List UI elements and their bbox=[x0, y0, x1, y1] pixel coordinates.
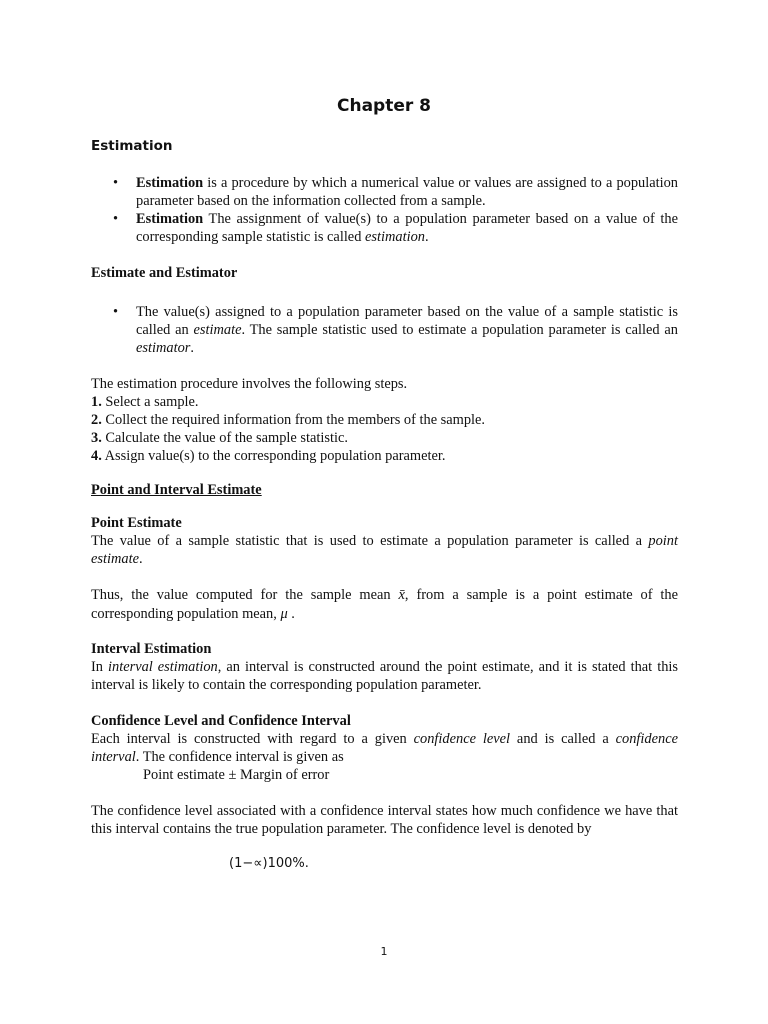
procedure-step bbox=[91, 429, 678, 447]
interval-estimation-section bbox=[91, 640, 678, 694]
bullet-item bbox=[91, 303, 678, 357]
paragraph-emphasis: point estimate bbox=[91, 533, 678, 567]
bullet-term: Estimation bbox=[136, 211, 204, 227]
paragraph-emphasis: interval estimation bbox=[108, 659, 218, 675]
step-text: Collect the required information from the members of the sample. bbox=[101, 412, 486, 428]
section-heading-estimation: Estimation bbox=[91, 138, 173, 154]
point-interval-heading bbox=[91, 481, 678, 499]
paragraph-text: In bbox=[91, 659, 109, 675]
paragraph-end: . bbox=[287, 606, 295, 622]
bullet-end: . bbox=[190, 340, 194, 356]
paragraph-text: , from a sample is a point estimate of the corresponding population mean, bbox=[91, 587, 679, 622]
bullet-term: Estimation bbox=[136, 175, 204, 191]
bullet-end: . bbox=[424, 229, 429, 245]
point-estimate-heading: Point Estimate bbox=[91, 515, 182, 531]
bullet-item bbox=[91, 174, 678, 210]
bullet-item bbox=[91, 210, 678, 246]
paragraph-text: , an interval is constructed around the point estimate, and it is stated that this interval is likely to contain the corresponding population parameter. bbox=[91, 659, 678, 693]
confidence-level-text bbox=[91, 802, 678, 838]
paragraph-text: Thus, the value computed for the sample mean bbox=[91, 587, 399, 603]
heading-text: Estimate and Estimator bbox=[91, 265, 238, 281]
bullet-emphasis: estimator bbox=[136, 340, 191, 356]
point-estimate-section bbox=[91, 514, 678, 568]
paragraph-text: . The confidence interval is given as bbox=[135, 749, 344, 765]
paragraph-text: Each interval is constructed with regard to a given bbox=[91, 731, 414, 747]
heading-text: Point and Interval Estimate bbox=[91, 482, 262, 498]
paragraph-text: The value of a sample statistic that is used to estimate a population parameter is called a bbox=[91, 533, 649, 549]
bullet-emphasis: estimation bbox=[365, 229, 425, 245]
paragraph-text: and is called a bbox=[510, 731, 616, 747]
point-estimate-definition bbox=[91, 532, 678, 568]
bullet-text: The value(s) assigned to a population parameter based on the value of a sample statistic is called an bbox=[136, 304, 678, 338]
step-number: 1. bbox=[91, 394, 102, 410]
confidence-heading: Confidence Level and Confidence Interval bbox=[91, 713, 351, 729]
procedure-step bbox=[91, 447, 678, 465]
estimation-bullet-list bbox=[91, 174, 678, 246]
step-number: 4. bbox=[91, 448, 102, 464]
estimate-estimator-heading bbox=[91, 264, 678, 282]
step-text: Select a sample. bbox=[101, 394, 199, 410]
point-estimate-example bbox=[91, 586, 678, 624]
procedure-step bbox=[91, 411, 678, 429]
page-number: 1 bbox=[380, 945, 388, 958]
estimate-estimator-bullet-list bbox=[91, 303, 678, 357]
paragraph-text: The confidence level associated with a confidence interval states how much confidence we have that this interval contains the true population parameter. The confidence level is denoted by bbox=[91, 803, 678, 837]
mu-symbol: μ bbox=[280, 606, 288, 622]
procedure-step bbox=[91, 393, 678, 411]
procedure-intro: The estimation procedure involves the following steps. bbox=[91, 376, 408, 392]
chapter-title: Chapter 8 bbox=[336, 96, 431, 116]
bullet-dot-icon: • bbox=[113, 175, 119, 191]
paragraph-end: . bbox=[138, 551, 143, 567]
step-text: Assign value(s) to the corresponding population parameter. bbox=[101, 448, 446, 464]
bullet-dot-icon: • bbox=[113, 304, 119, 320]
xbar-symbol: x̄ bbox=[398, 587, 405, 603]
confidence-level-formula: (1−∝)100%. bbox=[229, 856, 309, 871]
interval-estimation-heading: Interval Estimation bbox=[91, 641, 212, 657]
step-number: 2. bbox=[91, 412, 102, 428]
bullet-dot-icon: • bbox=[113, 211, 119, 227]
bullet-text: is a procedure by which a numerical value or values are assigned to a population parameter based on the information collected from a sample. bbox=[136, 175, 678, 209]
confidence-section bbox=[91, 712, 678, 784]
paragraph-emphasis: confidence interval bbox=[91, 731, 678, 765]
confidence-interval-text bbox=[91, 730, 678, 766]
interval-estimation-text bbox=[91, 658, 678, 694]
bullet-text: The assignment of value(s) to a population parameter based on a value of the corresponding sample statistic is called bbox=[136, 211, 678, 245]
procedure-section bbox=[91, 375, 678, 465]
step-number: 3. bbox=[91, 430, 102, 446]
bullet-text: . The sample statistic used to estimate a population parameter is called an bbox=[241, 322, 678, 338]
paragraph-emphasis: confidence level bbox=[413, 731, 511, 747]
step-text: Calculate the value of the sample statistic. bbox=[101, 430, 348, 446]
bullet-emphasis: estimate bbox=[193, 322, 242, 338]
confidence-interval-formula: Point estimate ± Margin of error bbox=[143, 767, 330, 783]
